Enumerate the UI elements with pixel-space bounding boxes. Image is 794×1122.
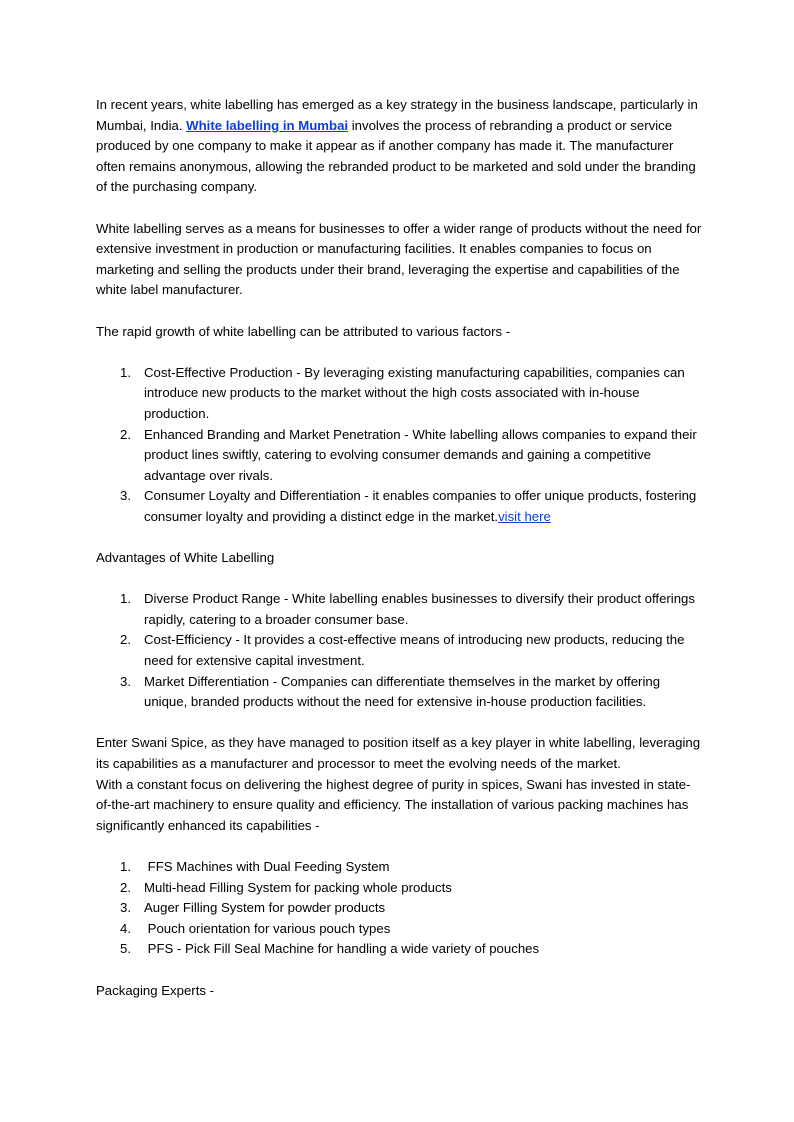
- list-item: [96, 672, 702, 713]
- list-item-text: Cost-Effective Production - By leveraging existing manufacturing capabilities, companies can introduce new products to the market without the high costs associated with in-house production.: [144, 364, 685, 421]
- visit-here-link[interactable]: visit here: [498, 508, 551, 524]
- list-item-text: Consumer Loyalty and Differentiation - it enables companies to offer unique products, fostering consumer loyalty and providing a distinct edge in the market.: [144, 488, 697, 524]
- advantages-heading: Advantages of White Labelling: [96, 550, 275, 566]
- list-item-text: Market Differentiation - Companies can differentiate themselves in the market by offering unique, branded products without the need for extensive in-house production facilities.: [144, 673, 661, 710]
- intro-text-start: In recent years, white labelling has emerged as a key strategy in the business landscape, particularly in Mumbai, India.: [96, 97, 698, 133]
- list-item-text: Multi-head Filling System for packing whole products: [144, 879, 452, 895]
- list-number: 3.: [120, 673, 131, 689]
- list-number: 1.: [120, 591, 131, 607]
- list-item: [96, 898, 702, 919]
- machines-list: [96, 857, 702, 960]
- factors-list: [96, 363, 702, 528]
- list-number: 5.: [120, 941, 131, 957]
- list-item: [96, 630, 702, 671]
- list-item-text: Pouch orientation for various pouch types: [144, 920, 391, 936]
- advantages-list: [96, 589, 702, 713]
- paragraph-swani-intro: Enter Swani Spice, as they have managed to position itself as a key player in white labelling, leveraging its capabilities as a manufacturer and processor to meet the evolving needs of the market.: [96, 735, 701, 771]
- white-labelling-mumbai-link[interactable]: White labelling in Mumbai: [186, 117, 349, 133]
- list-item-text: FFS Machines with Dual Feeding System: [144, 858, 390, 874]
- list-number: 4.: [120, 920, 131, 936]
- list-number: 2.: [120, 879, 131, 895]
- list-item: [96, 425, 702, 487]
- list-item-text: PFS - Pick Fill Seal Machine for handling a wide variety of pouches: [144, 941, 540, 957]
- list-item: [96, 878, 702, 899]
- intro-paragraph: [96, 95, 702, 198]
- list-number: 2.: [120, 632, 131, 648]
- list-item: [96, 919, 702, 940]
- paragraph-rapid-growth: The rapid growth of white labelling can be attributed to various factors -: [96, 323, 511, 339]
- list-item-text: Cost-Efficiency - It provides a cost-effective means of introducing new products, reducing the need for extensive capital investment.: [144, 632, 685, 669]
- list-item-text: Diverse Product Range - White labelling enables businesses to diversify their product offerings rapidly, catering to a broader consumer base.: [144, 591, 695, 627]
- list-number: 2.: [120, 426, 131, 442]
- intro-text-end: involves the process of rebranding a product or service produced by one company to make it appear as if another company has made it. The manufacturer often remains anonymous, allowing the rebranded product to be marketed and sold under the branding of the purchasing company.: [96, 117, 696, 195]
- list-number: 3.: [120, 900, 131, 916]
- list-item-text: Auger Filling System for powder products: [144, 900, 386, 916]
- list-number: 3.: [120, 488, 131, 504]
- list-item: [96, 939, 702, 960]
- list-number: 1.: [120, 858, 131, 874]
- list-item: [96, 486, 702, 527]
- document-page: [96, 95, 702, 1001]
- paragraph-swani-machinery: With a constant focus on delivering the highest degree of purity in spices, Swani has invested in state-of-the-art machinery to ensure quality and efficiency. The installation of various packing machines has significantly enhanced its capabilities -: [96, 776, 691, 833]
- list-item: [96, 589, 702, 630]
- packaging-experts-heading: Packaging Experts -: [96, 982, 215, 998]
- list-number: 1.: [120, 364, 131, 380]
- paragraph-white-labelling-means: White labelling serves as a means for businesses to offer a wider range of products without the need for extensive investment in production or manufacturing facilities. It enables companies to focus on marketing and selling the products under their brand, leveraging the expertise and capabilities of the white label manufacturer.: [96, 220, 702, 298]
- list-item-text: Enhanced Branding and Market Penetration - White labelling allows companies to expand their product lines swiftly, catering to evolving consumer demands and gaining a competitive advantage over rivals.: [144, 426, 697, 483]
- list-item: [96, 363, 702, 425]
- list-item: [96, 857, 702, 878]
